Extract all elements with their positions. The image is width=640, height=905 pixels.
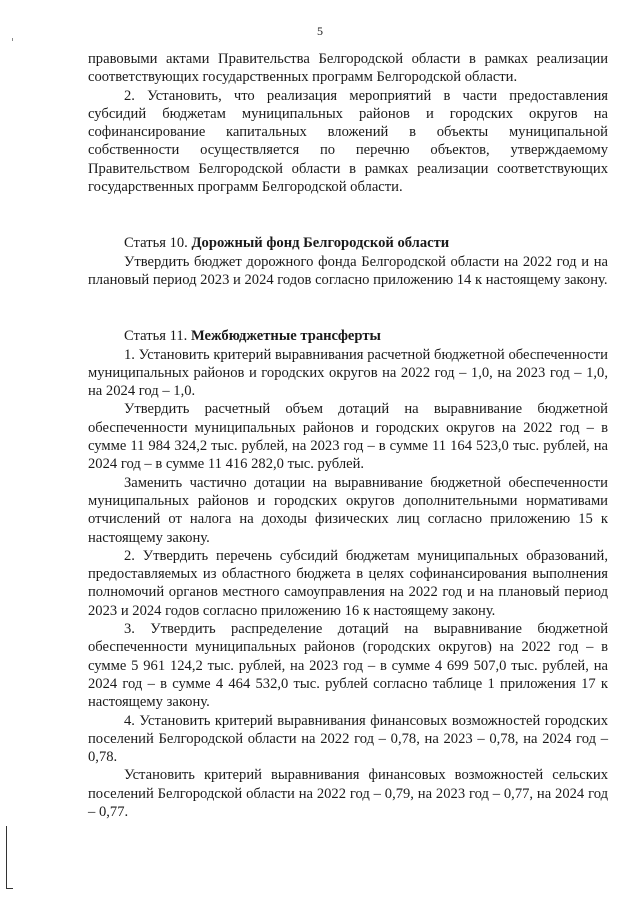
article11-paragraph: 2. Утвердить перечень субсидий бюджетам муниципальных образований, предоставляемых из областного бюджета в целях софинансирования выполнения полномочий органов местного самоуправления на 2022 год и на плановый период 2023 и 2024 годов согласно приложению 16 к настоящему закону. (88, 547, 608, 619)
article11-paragraph: 1. Установить критерий выравнивания расчетной бюджетной обеспеченности муниципальных районов и городских округов на 2022 год – 1,0, на 2023 год – 1,0, на 2024 год – 1,0. (88, 346, 608, 400)
article10-text: Утвердить бюджет дорожного фонда Белгородской области на 2022 год и на плановый период 2023 и 2024 годов согласно приложению 14 к настоящему закону. (88, 253, 608, 288)
article11-prefix: Статья 11. (124, 328, 191, 345)
article11-paragraph: 4. Установить критерий выравнивания финансовых возможностей городских поселений Белгородской области на 2022 год – 0,78, на 2023 – 0,78, на 2024 год – 0,78. (88, 712, 608, 766)
page-number: 5 (317, 24, 323, 38)
article10-prefix: Статья 10. (124, 235, 192, 252)
document-body (88, 50, 608, 821)
article9-item2: 2. Установить, что реализация мероприятий в части предоставления субсидий бюджетам муниципальных районов и городских округов на софинансирование капитальных вложений в объекты муниципальной собственности осуществляется по перечню объектов, утверждаемому Правительством Белгородской области в рамках реализации соответствующих государственных программ Белгородской области. (88, 87, 608, 196)
article11-paragraph: Утвердить расчетный объем дотаций на выравнивание бюджетной обеспеченности муниципальных районов и городских округов на 2022 год – в сумме 11 984 324,2 тыс. рублей, на 2023 год – в сумме 11 164 523,0 тыс. рублей, на 2024 год – в сумме 11 416 282,0 тыс. рублей. (88, 401, 608, 473)
article11-heading (88, 327, 608, 345)
intro-paragraph: правовыми актами Правительства Белгородской области в рамках реализации соответствующих государственных программ Белгородской области. (88, 51, 608, 86)
article11-paragraph: Заменить частично дотации на выравнивание бюджетной обеспеченности муниципальных районов и городских округов дополнительными нормативами отчислений от налога на доходы физических лиц согласно приложению 15 к настоящему закону. (88, 474, 608, 546)
article11-paragraph: Установить критерий выравнивания финансовых возможностей сельских поселений Белгородской области на 2022 год – 0,79, на 2023 год – 0,77, на 2024 год – 0,77. (88, 767, 608, 820)
article11-title: Межбюджетные трансферты (190, 328, 381, 345)
article10-heading (88, 234, 608, 252)
article11-paragraph: 3. Утвердить распределение дотаций на выравнивание бюджетной обеспеченности муниципальных районов (городских округов) на 2022 год – в сумме 5 961 124,2 тыс. рублей, на 2023 год – в сумме 4 699 507,0 тыс. рублей, на 2024 год – в сумме 4 464 532,0 тыс. рублей согласно таблице 1 приложения 17 к настоящему закону. (88, 621, 608, 711)
article10-title: Дорожный фонд Белгородской области (191, 235, 450, 252)
binding-mark (6, 826, 13, 889)
